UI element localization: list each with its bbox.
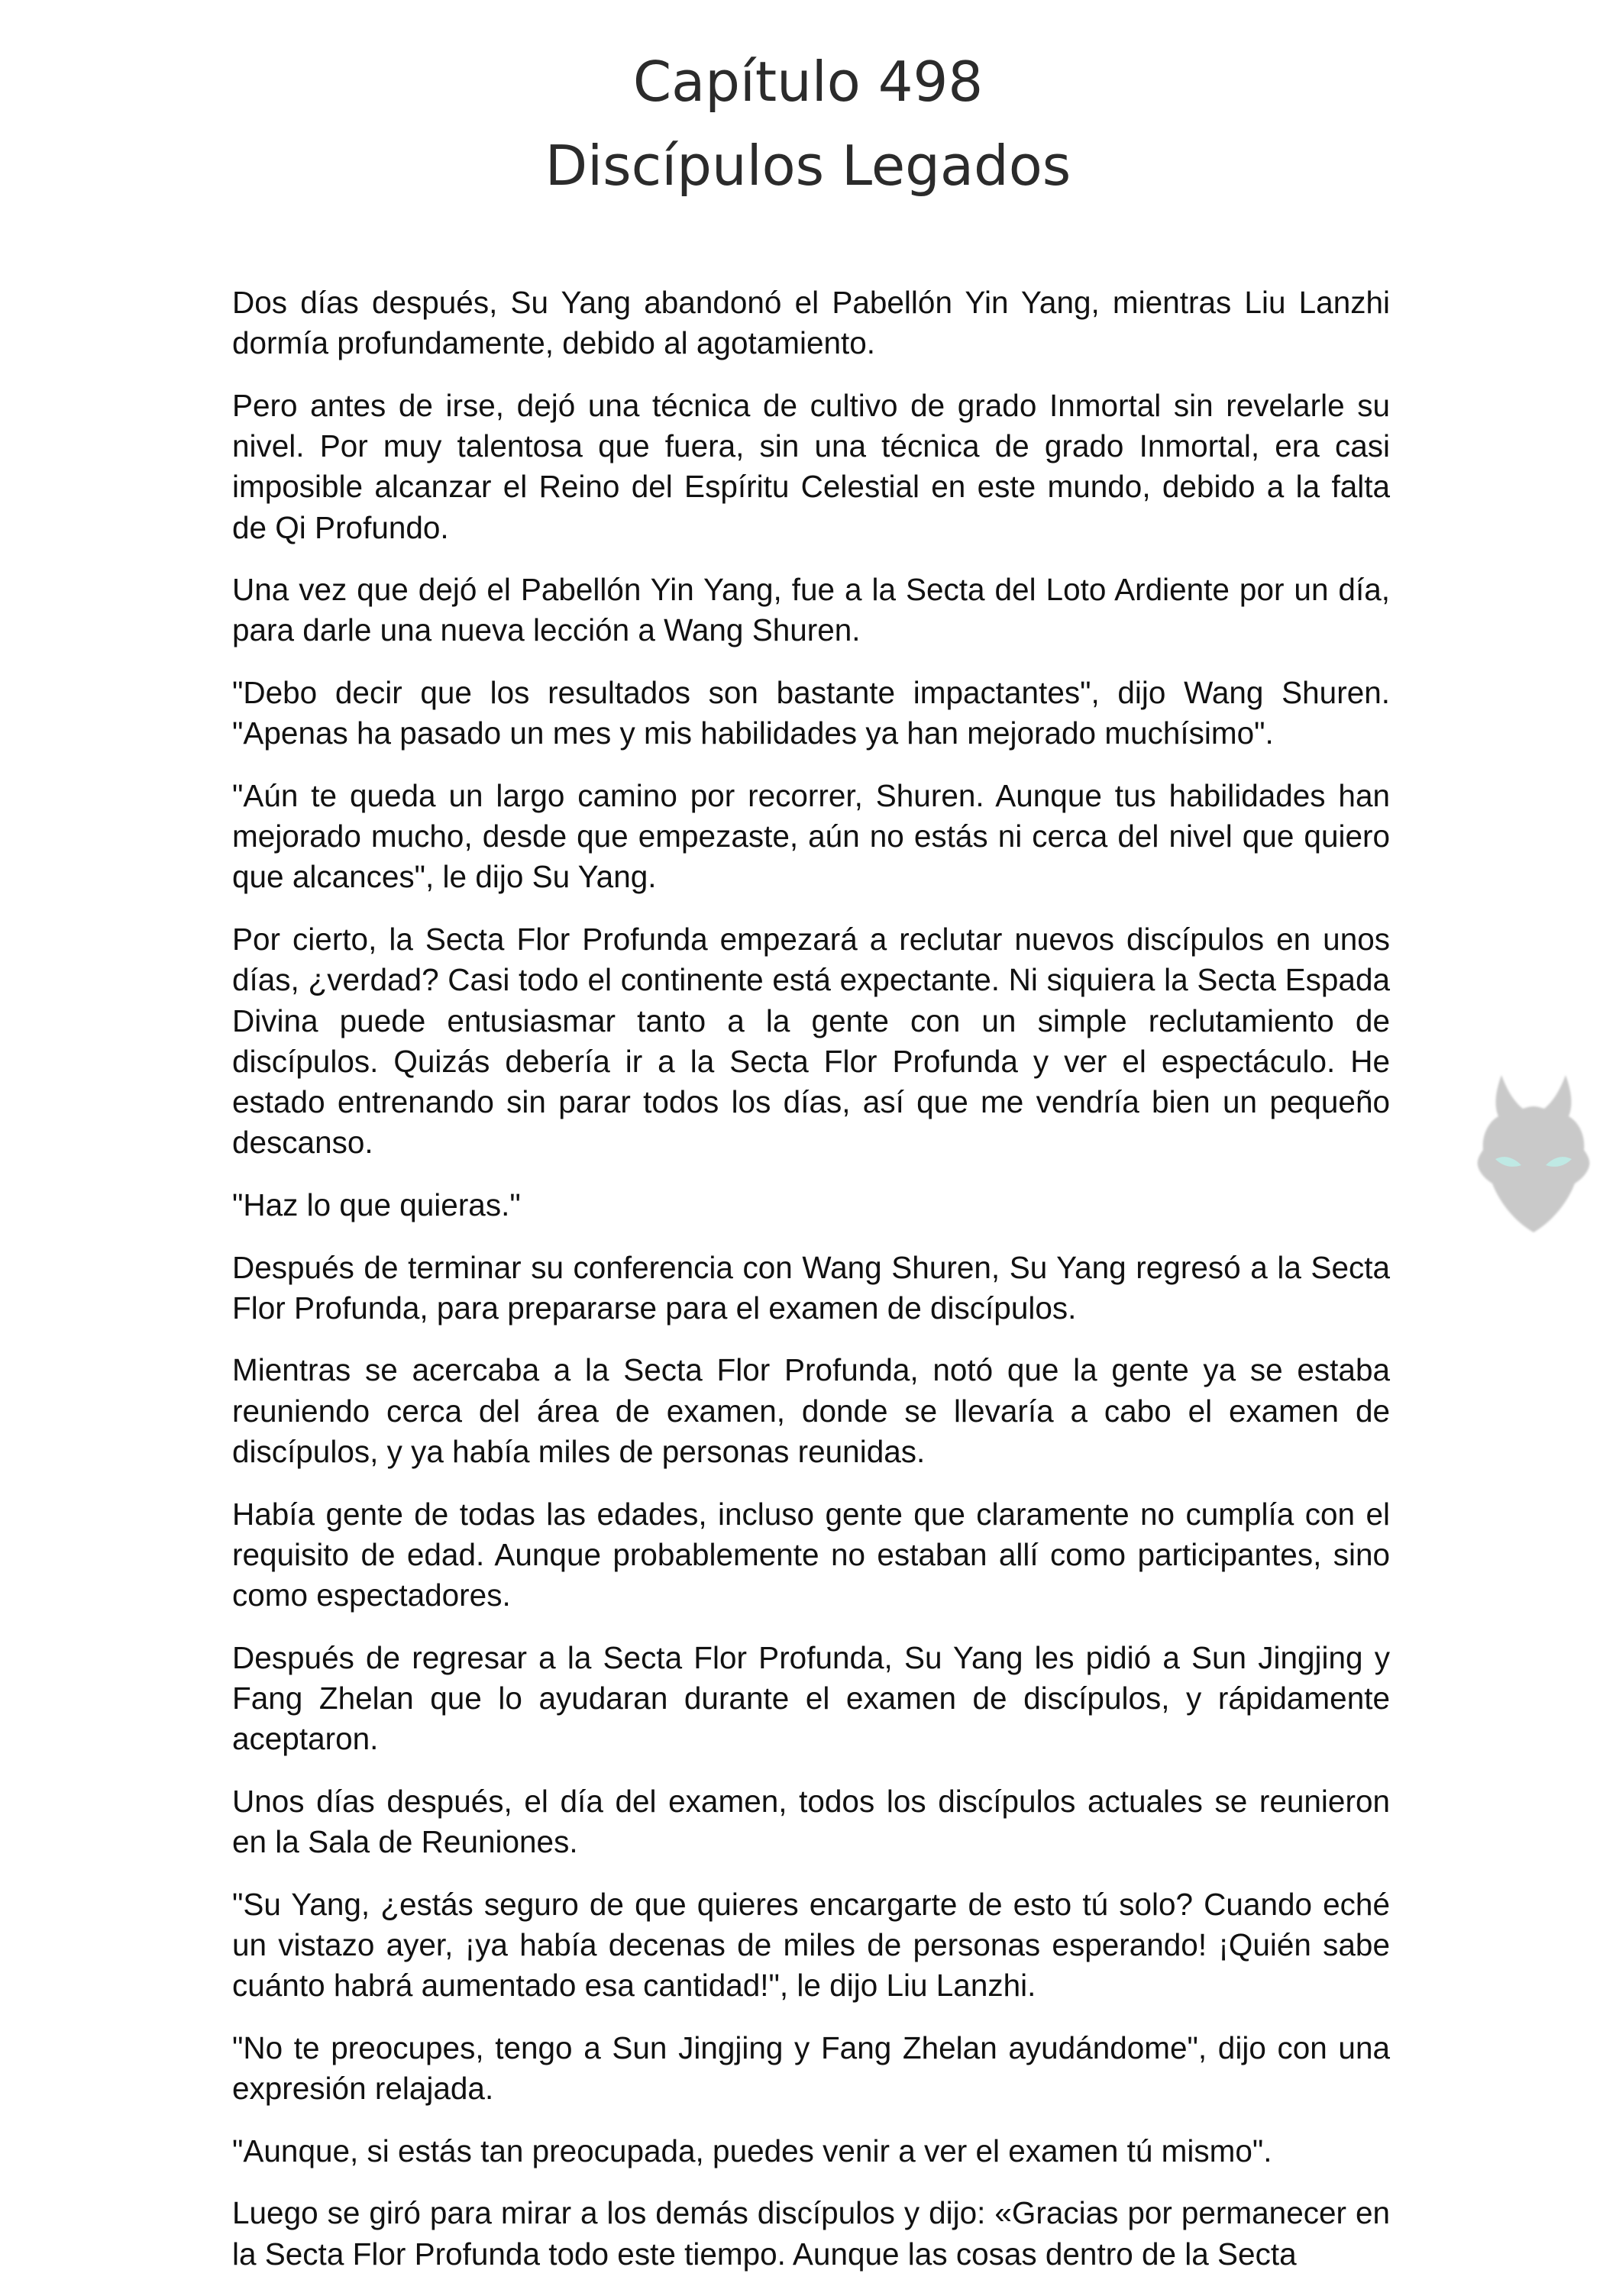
paragraph: "Debo decir que los resultados son bastante impactantes", dijo Wang Shuren. "Apenas ha pasado un mes y mis habilidades ya han mejorado muchísimo". xyxy=(232,675,1390,751)
paragraph: Después de terminar su conferencia con Wang Shuren, Su Yang regresó a la Secta Flor Profunda, para prepararse para el examen de discípulos. xyxy=(232,1249,1390,1326)
chapter-number: Capítulo 498 xyxy=(632,50,984,114)
paragraph: Había gente de todas las edades, incluso gente que claramente no cumplía con el requisito de edad. Aunque probablemente no estaban allí como participantes, sino como espectadores. xyxy=(232,1496,1390,1613)
paragraph: Dos días después, Su Yang abandonó el Pabellón Yin Yang, mientras Liu Lanzhi dormía profundamente, debido al agotamiento. xyxy=(232,285,1390,361)
paragraph: "No te preocupes, tengo a Sun Jingjing y Fang Zhelan ayudándome", dijo con una expresión relajada. xyxy=(232,2030,1390,2107)
paragraph: Pero antes de irse, dejó una técnica de cultivo de grado Inmortal sin revelarle su nivel. Por muy talentosa que fuera, sin una técnica de grado Inmortal, era casi imposible alcanzar el Reino del Espíritu Celestial en este mundo, debido a la falta de Qi Profundo. xyxy=(232,387,1390,545)
chapter-header xyxy=(0,40,1616,208)
paragraph: Unos días después, el día del examen, todos los discípulos actuales se reunieron en la Sala de Reuniones. xyxy=(232,1783,1390,1859)
paragraph: "Haz lo que quieras." xyxy=(232,1187,521,1222)
demon-head-icon xyxy=(1465,1069,1602,1237)
chapter-title: Discípulos Legados xyxy=(545,134,1071,198)
paragraph: "Aunque, si estás tan preocupada, puedes venir a ver el examen tú mismo". xyxy=(232,2133,1272,2168)
paragraph: Una vez que dejó el Pabellón Yin Yang, fue a la Secta del Loto Ardiente por un día, para darle una nueva lección a Wang Shuren. xyxy=(232,572,1390,648)
chapter-body xyxy=(232,283,1390,2296)
paragraph: Luego se giró para mirar a los demás discípulos y dijo: «Gracias por permanecer en la Secta Flor Profunda todo este tiempo. Aunque las cosas dentro de la Secta xyxy=(232,2195,1390,2272)
paragraph: Después de regresar a la Secta Flor Profunda, Su Yang les pidió a Sun Jingjing y Fang Zhelan que lo ayudaran durante el examen de discípulos, y rápidamente aceptaron. xyxy=(232,1639,1390,1757)
paragraph: Por cierto, la Secta Flor Profunda empezará a reclutar nuevos discípulos en unos días, ¿verdad? Casi todo el continente está expectante. Ni siquiera la Secta Espada Divina puede entusiasmar tanto a la gente con un simple reclutamiento de discípulos. Quizás debería ir a la Secta Flor Profunda y ver el espectáculo. He estado entrenando sin parar todos los días, así que me vendría bien un pequeño descanso. xyxy=(232,922,1390,1161)
paragraph: Mientras se acercaba a la Secta Flor Profunda, notó que la gente ya se estaba reuniendo cerca del área de examen, donde se llevaría a cabo el examen de discípulos, y ya había miles de personas reunidas. xyxy=(232,1352,1390,1469)
paragraph: "Su Yang, ¿estás seguro de que quieres encargarte de esto tú solo? Cuando eché un vistazo ayer, ¡ya había decenas de miles de personas esperando! ¡Quién sabe cuánto habrá aumentado esa cantidad!", le dijo Liu Lanzhi. xyxy=(232,1886,1390,2004)
paragraph: "Aún te queda un largo camino por recorrer, Shuren. Aunque tus habilidades han mejorado mucho, desde que empezaste, aún no estás ni cerca del nivel que quiero que alcances", le dijo Su Yang. xyxy=(232,778,1390,895)
